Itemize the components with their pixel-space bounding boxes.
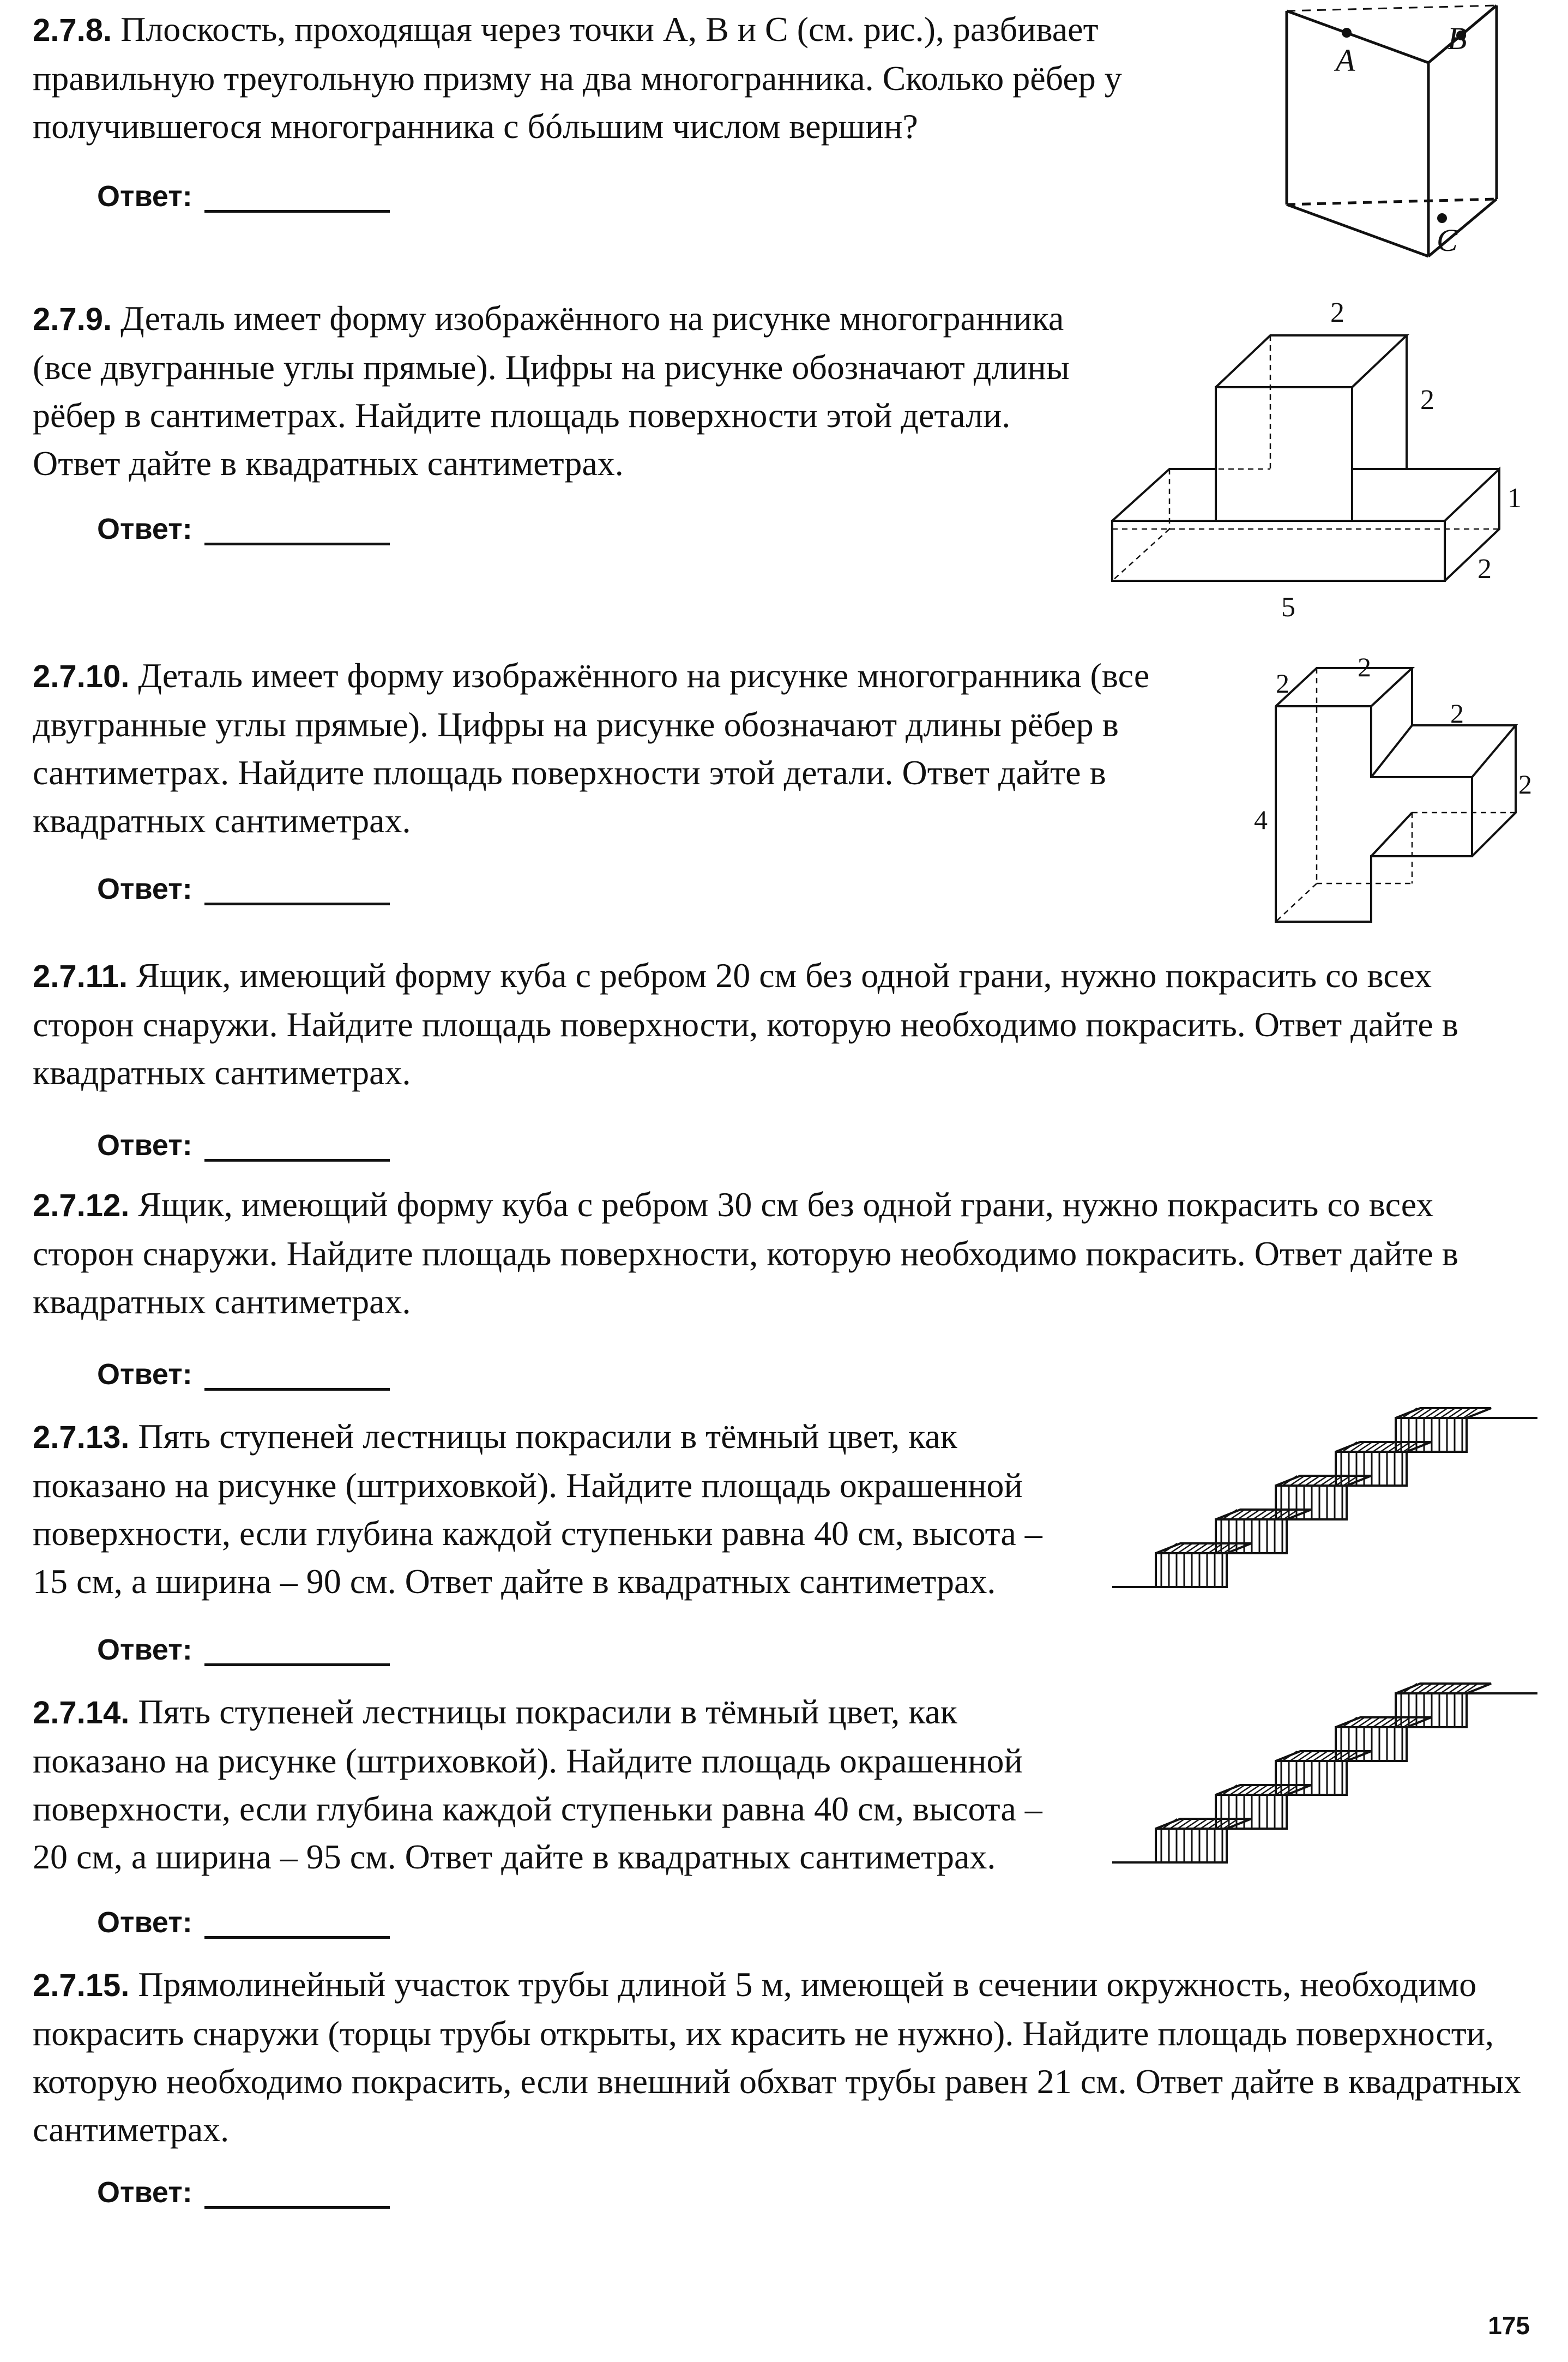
problem-number: 2.7.13.: [33, 1420, 130, 1455]
problem-number: 2.7.8.: [33, 13, 112, 48]
answer-row: [97, 1129, 390, 1162]
problem-number: 2.7.15.: [33, 1968, 130, 2003]
dim-label-upper-side: 2: [1420, 384, 1434, 416]
answer-label: Ответ:: [97, 1358, 192, 1391]
answer-label: Ответ:: [97, 873, 192, 905]
dim-label-mid: 2: [1450, 698, 1464, 729]
problem-2-7-13: [33, 1413, 1085, 1606]
problem-number: 2.7.12.: [33, 1188, 130, 1223]
problem-text: Пять ступеней лестницы покрасили в тёмный цвет, как показано на рисунке (штриховкой). Найдите площадь окрашенной поверхности, если глубина каждой ступеньки равна 40 см, высота – 15 см, а ширина – 90 см. Ответ дайте в квадратных сантиметрах.: [33, 1417, 1042, 1601]
answer-row: [97, 513, 390, 545]
answer-blank[interactable]: [204, 186, 390, 213]
answer-blank[interactable]: [204, 1912, 390, 1939]
answer-label: Ответ:: [97, 1633, 192, 1666]
answer-label: Ответ:: [97, 1906, 192, 1939]
answer-row: [97, 1358, 390, 1391]
problem-number: 2.7.11.: [33, 959, 128, 994]
answer-label: Ответ:: [97, 1129, 192, 1162]
problem-2-7-8: [33, 5, 1254, 151]
dim-label-left-top: 2: [1276, 668, 1289, 699]
problem-text: Плоскость, проходящая через точки A, B и C (см. рис.), разбивает правильную треугольную призму на два многогранника. Сколько рёбер у получившегося многогранника с бóльшим числом вершин?: [33, 10, 1122, 146]
problem-2-7-9: [33, 295, 1079, 488]
problem-2-7-14: [33, 1688, 1085, 1881]
problem-number: 2.7.10.: [33, 659, 130, 694]
t-shape-figure: [1107, 295, 1543, 622]
answer-blank[interactable]: [204, 1135, 390, 1162]
dim-label-top: 2: [1330, 297, 1344, 328]
dim-label-bottom: 5: [1281, 592, 1295, 623]
point-label-b: B: [1448, 21, 1467, 56]
answer-blank[interactable]: [204, 519, 390, 545]
problem-number: 2.7.9.: [33, 302, 112, 337]
problem-text: Деталь имеет форму изображённого на рисунке многогранника (все двугранные углы прямые). Цифры на рисунке обозначают длины рёбер в сантиметрах. Найдите площадь поверхности этой детали. Ответ дайте в квадратных сантиметрах.: [33, 299, 1070, 483]
stairs-figure-1: [1112, 1413, 1527, 1620]
prism-figure: [1281, 0, 1510, 273]
answer-row: [97, 1633, 390, 1666]
answer-row: [97, 1906, 390, 1939]
problem-text: Ящик, имеющий форму куба с ребром 20 см без одной грани, нужно покрасить со всех сторон снаружи. Найдите площадь поверхности, которую необходимо покрасить. Ответ дайте в квадратных сантиметрах.: [33, 956, 1458, 1092]
dim-label-height: 4: [1254, 804, 1268, 835]
dim-label-right-height: 1: [1507, 483, 1522, 514]
answer-blank[interactable]: [204, 2182, 390, 2209]
answer-label: Ответ:: [97, 513, 192, 545]
problem-2-7-15: [33, 1961, 1527, 2154]
dim-label-right: 2: [1518, 769, 1532, 800]
stairs-figure-2: [1112, 1688, 1527, 1895]
dim-label-right-depth: 2: [1477, 554, 1492, 585]
answer-blank[interactable]: [204, 1639, 390, 1666]
answer-row: [97, 180, 390, 213]
answer-blank[interactable]: [204, 1364, 390, 1391]
problem-2-7-11: [33, 952, 1527, 1097]
point-label-c: C: [1437, 223, 1458, 258]
problem-text: Ящик, имеющий форму куба с ребром 30 см без одной грани, нужно покрасить со всех сторон снаружи. Найдите площадь поверхности, которую необходимо покрасить. Ответ дайте в квадратных сантиметрах.: [33, 1185, 1458, 1321]
problem-text: Пять ступеней лестницы покрасили в тёмный цвет, как показано на рисунке (штриховкой). Найдите площадь окрашенной поверхности, если глубина каждой ступеньки равна 40 см, высота – 20 см, а ширина – 95 см. Ответ дайте в квадратных сантиметрах.: [33, 1692, 1042, 1876]
dim-label-top: 2: [1358, 652, 1371, 682]
problem-number: 2.7.14.: [33, 1695, 130, 1730]
problem-2-7-10: [33, 652, 1227, 845]
answer-row: [97, 2176, 390, 2209]
l-shape-figure: [1254, 654, 1559, 938]
problem-text: Деталь имеет форму изображённого на рисунке многогранника (все двугранные углы прямые). Цифры на рисунке обозначают длины рёбер в сантиметрах. Найдите площадь поверхности этой детали. Ответ дайте в квадратных сантиметрах.: [33, 656, 1150, 840]
answer-blank[interactable]: [204, 879, 390, 905]
answer-row: [97, 873, 390, 905]
problem-2-7-12: [33, 1181, 1527, 1326]
problem-text: Прямолинейный участок трубы длиной 5 м, имеющей в сечении окружность, необходимо покрасить снаружи (торцы трубы открыты, их красить не нужно). Найдите площадь поверхности, которую необходимо покрасить, если внешний обхват трубы равен 21 см. Ответ дайте в квадратных сантиметрах.: [33, 1965, 1522, 2149]
point-label-a: A: [1336, 43, 1355, 78]
answer-label: Ответ:: [97, 2176, 192, 2209]
page-number: 175: [1488, 2311, 1530, 2340]
answer-label: Ответ:: [97, 180, 192, 213]
